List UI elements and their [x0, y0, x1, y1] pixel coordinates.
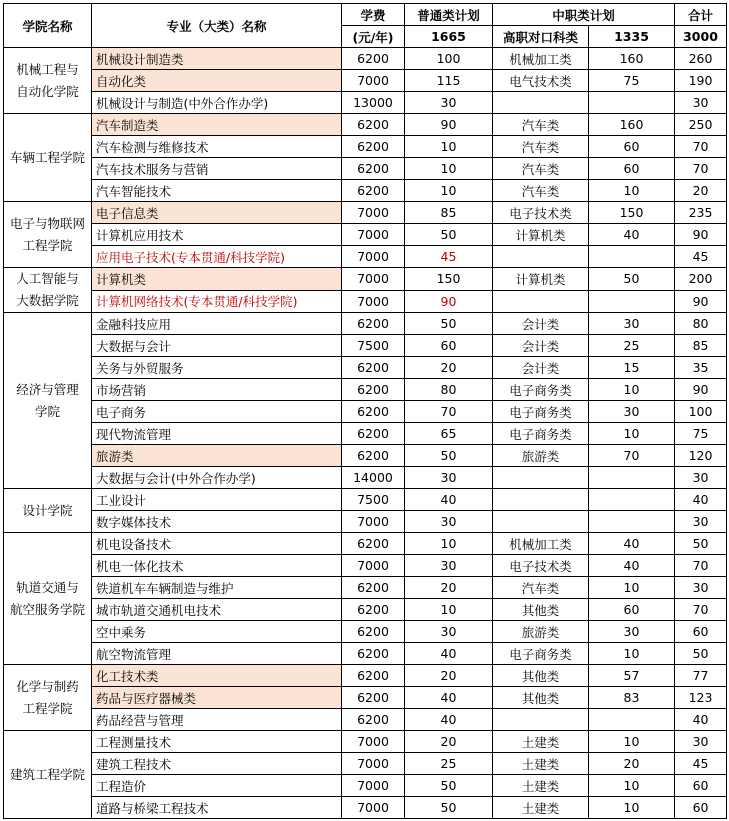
vocational-type-cell: 电子商务类	[493, 423, 589, 445]
vocational-type-cell: 其他类	[493, 665, 589, 687]
vocational-type-cell: 机械加工类	[493, 48, 589, 70]
vocational-plan-header: 中职类计划	[493, 4, 675, 26]
general-plan-cell: 10	[405, 599, 493, 621]
vocational-plan-cell	[589, 92, 675, 114]
major-cell: 工程测量技术	[92, 731, 342, 753]
table-row	[4, 423, 727, 445]
total-cell: 30	[675, 577, 727, 599]
table-row	[4, 489, 727, 511]
major-cell: 工业设计	[92, 489, 342, 511]
general-plan-cell: 20	[405, 577, 493, 599]
college-name-line: 车辆工程学院	[9, 149, 85, 165]
total-cell: 40	[675, 489, 727, 511]
vocational-type-cell: 机械加工类	[493, 533, 589, 555]
vocational-total: 1335	[589, 26, 675, 48]
fee-cell: 6200	[342, 599, 405, 621]
general-plan-cell: 90	[405, 114, 493, 136]
fee-header: 学费	[342, 4, 405, 26]
vocational-plan-cell: 10	[589, 775, 675, 797]
fee-cell: 7000	[342, 753, 405, 775]
total-cell: 250	[675, 114, 727, 136]
vocational-plan-cell	[589, 489, 675, 511]
vocational-type-cell: 电子商务类	[493, 643, 589, 665]
major-cell: 汽车技术服务与营销	[92, 158, 342, 180]
college-name-cell	[4, 114, 92, 202]
table-row	[4, 136, 727, 158]
vocational-type-cell: 计算机类	[493, 268, 589, 291]
vocational-type-cell: 计算机类	[493, 224, 589, 246]
vocational-type-cell	[493, 511, 589, 533]
vocational-plan-cell: 30	[589, 313, 675, 335]
college-name-cell	[4, 665, 92, 731]
vocational-plan-cell: 40	[589, 533, 675, 555]
major-cell: 机械设计制造类	[92, 48, 342, 70]
vocational-plan-cell	[589, 511, 675, 533]
vocational-type-cell: 汽车类	[493, 136, 589, 158]
vocational-type-cell: 电气技术类	[493, 70, 589, 92]
total-cell: 30	[675, 511, 727, 533]
table-row	[4, 665, 727, 687]
college-name-line: 大数据学院	[16, 293, 79, 308]
college-name-line: 自动化学院	[16, 83, 79, 99]
total-cell: 90	[675, 224, 727, 246]
vocational-plan-cell: 60	[589, 158, 675, 180]
table-row	[4, 290, 727, 313]
vocational-plan-cell: 75	[589, 70, 675, 92]
table-row	[4, 621, 727, 643]
fee-cell: 7000	[342, 731, 405, 753]
fee-unit: (元/年)	[342, 26, 405, 48]
general-plan-cell: 115	[405, 70, 493, 92]
vocational-type-cell: 汽车类	[493, 180, 589, 202]
vocational-type-cell: 会计类	[493, 357, 589, 379]
total-cell: 30	[675, 92, 727, 114]
major-cell: 药品经营与管理	[92, 709, 342, 731]
general-plan-cell: 50	[405, 313, 493, 335]
major-cell: 电子商务	[92, 401, 342, 423]
fee-cell: 7500	[342, 335, 405, 357]
vocational-plan-cell: 40	[589, 224, 675, 246]
college-name-line: 经济与管理	[16, 381, 79, 397]
table-row	[4, 70, 727, 92]
fee-cell: 7000	[342, 290, 405, 313]
fee-cell: 6200	[342, 357, 405, 379]
major-cell: 汽车智能技术	[92, 180, 342, 202]
fee-cell: 7000	[342, 70, 405, 92]
table-body	[4, 48, 727, 819]
table-row	[4, 797, 727, 819]
total-cell: 70	[675, 158, 727, 180]
college-name-line: 电子与物联网	[9, 215, 85, 231]
total-cell: 30	[675, 731, 727, 753]
vocational-type-cell: 电子商务类	[493, 401, 589, 423]
vocational-type-cell	[493, 467, 589, 489]
fee-cell: 7000	[342, 202, 405, 224]
major-cell: 汽车检测与维修技术	[92, 136, 342, 158]
table-row	[4, 775, 727, 797]
table-row	[4, 180, 727, 202]
total-cell: 30	[675, 467, 727, 489]
general-plan-cell: 60	[405, 335, 493, 357]
table-row	[4, 445, 727, 467]
vocational-plan-cell: 50	[589, 268, 675, 291]
college-name-line: 工程学院	[22, 700, 73, 716]
vocational-plan-cell: 10	[589, 643, 675, 665]
total-cell: 50	[675, 533, 727, 555]
major-cell: 机械设计与制造(中外合作办学)	[92, 92, 342, 114]
college-name-cell	[4, 268, 92, 313]
college-header: 学院名称	[4, 4, 92, 48]
fee-cell: 6200	[342, 687, 405, 709]
general-plan-cell: 20	[405, 731, 493, 753]
vocational-plan-cell: 60	[589, 136, 675, 158]
college-name-line: 机械工程与	[16, 61, 79, 77]
table-row	[4, 687, 727, 709]
total-cell: 70	[675, 599, 727, 621]
vocational-plan-cell: 10	[589, 577, 675, 599]
college-name-cell	[4, 489, 92, 533]
fee-cell: 6200	[342, 180, 405, 202]
vocational-plan-cell	[589, 709, 675, 731]
major-cell: 旅游类	[92, 445, 342, 467]
vocational-type-cell	[493, 489, 589, 511]
major-cell: 铁道机车车辆制造与维护	[92, 577, 342, 599]
vocational-plan-cell: 25	[589, 335, 675, 357]
total-cell: 85	[675, 335, 727, 357]
major-cell: 计算机类	[92, 268, 342, 291]
college-name-line: 建筑工程学院	[9, 766, 85, 782]
college-name-cell	[4, 48, 92, 114]
table-row	[4, 599, 727, 621]
major-cell: 现代物流管理	[92, 423, 342, 445]
major-cell: 建筑工程技术	[92, 753, 342, 775]
general-plan-cell: 80	[405, 379, 493, 401]
vocational-plan-cell	[589, 290, 675, 313]
table-row	[4, 731, 727, 753]
vocational-type-cell: 土建类	[493, 775, 589, 797]
general-plan-cell: 50	[405, 775, 493, 797]
fee-cell: 7000	[342, 246, 405, 268]
vocational-type-cell: 其他类	[493, 599, 589, 621]
grand-total: 3000	[675, 26, 727, 48]
table-row	[4, 202, 727, 224]
total-cell: 75	[675, 423, 727, 445]
table-row	[4, 555, 727, 577]
general-plan-cell: 30	[405, 621, 493, 643]
vocational-type-cell: 汽车类	[493, 158, 589, 180]
major-cell: 城市轨道交通机电技术	[92, 599, 342, 621]
vocational-plan-cell: 60	[589, 599, 675, 621]
total-cell: 40	[675, 709, 727, 731]
vocational-plan-cell: 83	[589, 687, 675, 709]
general-plan-cell: 30	[405, 511, 493, 533]
fee-cell: 6200	[342, 621, 405, 643]
fee-cell: 6200	[342, 643, 405, 665]
general-plan-cell: 40	[405, 643, 493, 665]
total-cell: 20	[675, 180, 727, 202]
general-plan-cell: 10	[405, 180, 493, 202]
total-cell: 120	[675, 445, 727, 467]
college-name-line: 航空服务学院	[9, 601, 85, 617]
total-cell: 80	[675, 313, 727, 335]
general-plan-cell: 45	[405, 246, 493, 268]
vocational-type-cell: 旅游类	[493, 445, 589, 467]
total-cell: 45	[675, 753, 727, 775]
college-name-cell	[4, 731, 92, 819]
general-plan-cell: 50	[405, 224, 493, 246]
vocational-sub-header: 高职对口科类	[493, 26, 589, 48]
general-plan-cell: 65	[405, 423, 493, 445]
table-row	[4, 533, 727, 555]
fee-cell: 6200	[342, 401, 405, 423]
vocational-plan-cell: 30	[589, 621, 675, 643]
college-name-line: 设计学院	[22, 502, 73, 518]
major-cell: 道路与桥梁工程技术	[92, 797, 342, 819]
total-cell: 90	[675, 290, 727, 313]
general-plan-cell: 40	[405, 687, 493, 709]
fee-cell: 6200	[342, 665, 405, 687]
college-name-line: 人工智能与	[16, 271, 79, 286]
major-cell: 电子信息类	[92, 202, 342, 224]
table-row	[4, 753, 727, 775]
table-row	[4, 158, 727, 180]
vocational-plan-cell: 57	[589, 665, 675, 687]
vocational-type-cell: 电子商务类	[493, 379, 589, 401]
total-cell: 60	[675, 797, 727, 819]
fee-cell: 7000	[342, 555, 405, 577]
general-plan-cell: 150	[405, 268, 493, 291]
fee-cell: 6200	[342, 423, 405, 445]
vocational-plan-cell: 15	[589, 357, 675, 379]
table-row	[4, 48, 727, 70]
major-cell: 计算机应用技术	[92, 224, 342, 246]
vocational-type-cell: 土建类	[493, 731, 589, 753]
total-cell: 260	[675, 48, 727, 70]
table-row	[4, 246, 727, 268]
table-row	[4, 401, 727, 423]
college-name-line: 轨道交通与	[16, 579, 79, 595]
total-cell: 60	[675, 775, 727, 797]
table-row	[4, 313, 727, 335]
general-plan-cell: 40	[405, 709, 493, 731]
major-cell: 药品与医疗器械类	[92, 687, 342, 709]
major-cell: 航空物流管理	[92, 643, 342, 665]
college-name-line: 工程学院	[22, 237, 73, 253]
major-cell: 大数据与会计	[92, 335, 342, 357]
vocational-plan-cell: 70	[589, 445, 675, 467]
vocational-plan-cell: 160	[589, 48, 675, 70]
vocational-plan-cell	[589, 246, 675, 268]
major-cell: 计算机网络技术(专本贯通/科技学院)	[92, 290, 342, 313]
major-cell: 市场营销	[92, 379, 342, 401]
table-row	[4, 114, 727, 136]
vocational-plan-cell: 40	[589, 555, 675, 577]
fee-cell: 6200	[342, 313, 405, 335]
general-plan-cell: 85	[405, 202, 493, 224]
vocational-type-cell: 会计类	[493, 313, 589, 335]
general-plan-cell: 20	[405, 665, 493, 687]
vocational-type-cell: 电子技术类	[493, 202, 589, 224]
general-plan-cell: 50	[405, 797, 493, 819]
major-cell: 金融科技应用	[92, 313, 342, 335]
table-row	[4, 709, 727, 731]
vocational-plan-cell: 10	[589, 379, 675, 401]
total-cell: 190	[675, 70, 727, 92]
fee-cell: 6200	[342, 577, 405, 599]
general-plan-cell: 30	[405, 92, 493, 114]
vocational-type-cell: 土建类	[493, 753, 589, 775]
table-row	[4, 224, 727, 246]
total-cell: 35	[675, 357, 727, 379]
general-plan-header: 普通类计划	[405, 4, 493, 26]
vocational-type-cell: 会计类	[493, 335, 589, 357]
vocational-plan-cell: 150	[589, 202, 675, 224]
vocational-type-cell	[493, 709, 589, 731]
total-cell: 50	[675, 643, 727, 665]
table-row	[4, 92, 727, 114]
general-plan-cell: 30	[405, 555, 493, 577]
vocational-plan-cell: 160	[589, 114, 675, 136]
total-cell: 123	[675, 687, 727, 709]
admission-plan-table	[3, 3, 727, 819]
major-cell: 应用电子技术(专本贯通/科技学院)	[92, 246, 342, 268]
fee-cell: 6200	[342, 136, 405, 158]
fee-cell: 7000	[342, 797, 405, 819]
major-cell: 数字媒体技术	[92, 511, 342, 533]
major-cell: 汽车制造类	[92, 114, 342, 136]
table-row	[4, 511, 727, 533]
table-row	[4, 379, 727, 401]
general-plan-cell: 25	[405, 753, 493, 775]
major-cell: 关务与外贸服务	[92, 357, 342, 379]
vocational-type-cell: 旅游类	[493, 621, 589, 643]
table-row	[4, 268, 727, 291]
table-row	[4, 577, 727, 599]
vocational-plan-cell: 10	[589, 731, 675, 753]
fee-cell: 7500	[342, 489, 405, 511]
major-header: 专业（大类）名称	[92, 4, 342, 48]
table-row	[4, 335, 727, 357]
vocational-type-cell: 土建类	[493, 797, 589, 819]
general-plan-cell: 10	[405, 158, 493, 180]
fee-cell: 7000	[342, 224, 405, 246]
general-plan-cell: 70	[405, 401, 493, 423]
vocational-type-cell	[493, 290, 589, 313]
fee-cell: 6200	[342, 709, 405, 731]
college-name-line: 化学与制药	[16, 678, 79, 694]
vocational-type-cell: 电子技术类	[493, 555, 589, 577]
major-cell: 工程造价	[92, 775, 342, 797]
vocational-type-cell: 汽车类	[493, 577, 589, 599]
total-cell: 70	[675, 136, 727, 158]
vocational-plan-cell	[589, 467, 675, 489]
total-cell: 100	[675, 401, 727, 423]
vocational-type-cell: 其他类	[493, 687, 589, 709]
college-name-cell	[4, 313, 92, 489]
general-plan-cell: 50	[405, 445, 493, 467]
major-cell: 自动化类	[92, 70, 342, 92]
general-plan-cell: 40	[405, 489, 493, 511]
fee-cell: 6200	[342, 533, 405, 555]
table-row	[4, 643, 727, 665]
fee-cell: 14000	[342, 467, 405, 489]
vocational-type-cell: 汽车类	[493, 114, 589, 136]
table-row	[4, 467, 727, 489]
general-plan-cell: 20	[405, 357, 493, 379]
total-cell: 200	[675, 268, 727, 291]
general-plan-cell: 10	[405, 533, 493, 555]
major-cell: 空中乘务	[92, 621, 342, 643]
general-plan-cell: 100	[405, 48, 493, 70]
vocational-type-cell	[493, 92, 589, 114]
major-cell: 化工技术类	[92, 665, 342, 687]
total-cell: 77	[675, 665, 727, 687]
fee-cell: 6200	[342, 379, 405, 401]
vocational-type-cell	[493, 246, 589, 268]
fee-cell: 6200	[342, 114, 405, 136]
table-row	[4, 357, 727, 379]
vocational-plan-cell: 10	[589, 797, 675, 819]
fee-cell: 6200	[342, 445, 405, 467]
major-cell: 机电一体化技术	[92, 555, 342, 577]
total-cell: 90	[675, 379, 727, 401]
vocational-plan-cell: 30	[589, 401, 675, 423]
major-cell: 机电设备技术	[92, 533, 342, 555]
general-plan-cell: 10	[405, 136, 493, 158]
fee-cell: 13000	[342, 92, 405, 114]
vocational-plan-cell: 10	[589, 180, 675, 202]
general-plan-cell: 90	[405, 290, 493, 313]
college-name-cell	[4, 202, 92, 268]
fee-cell: 6200	[342, 48, 405, 70]
total-header: 合计	[675, 4, 727, 26]
fee-cell: 7000	[342, 268, 405, 291]
vocational-plan-cell: 20	[589, 753, 675, 775]
major-cell: 大数据与会计(中外合作办学)	[92, 467, 342, 489]
total-cell: 45	[675, 246, 727, 268]
fee-cell: 6200	[342, 158, 405, 180]
general-total: 1665	[405, 26, 493, 48]
fee-cell: 7000	[342, 511, 405, 533]
college-name-cell	[4, 533, 92, 665]
vocational-plan-cell: 10	[589, 423, 675, 445]
fee-cell: 7000	[342, 775, 405, 797]
total-cell: 235	[675, 202, 727, 224]
general-plan-cell: 30	[405, 467, 493, 489]
total-cell: 60	[675, 621, 727, 643]
college-name-line: 学院	[34, 403, 60, 419]
total-cell: 70	[675, 555, 727, 577]
